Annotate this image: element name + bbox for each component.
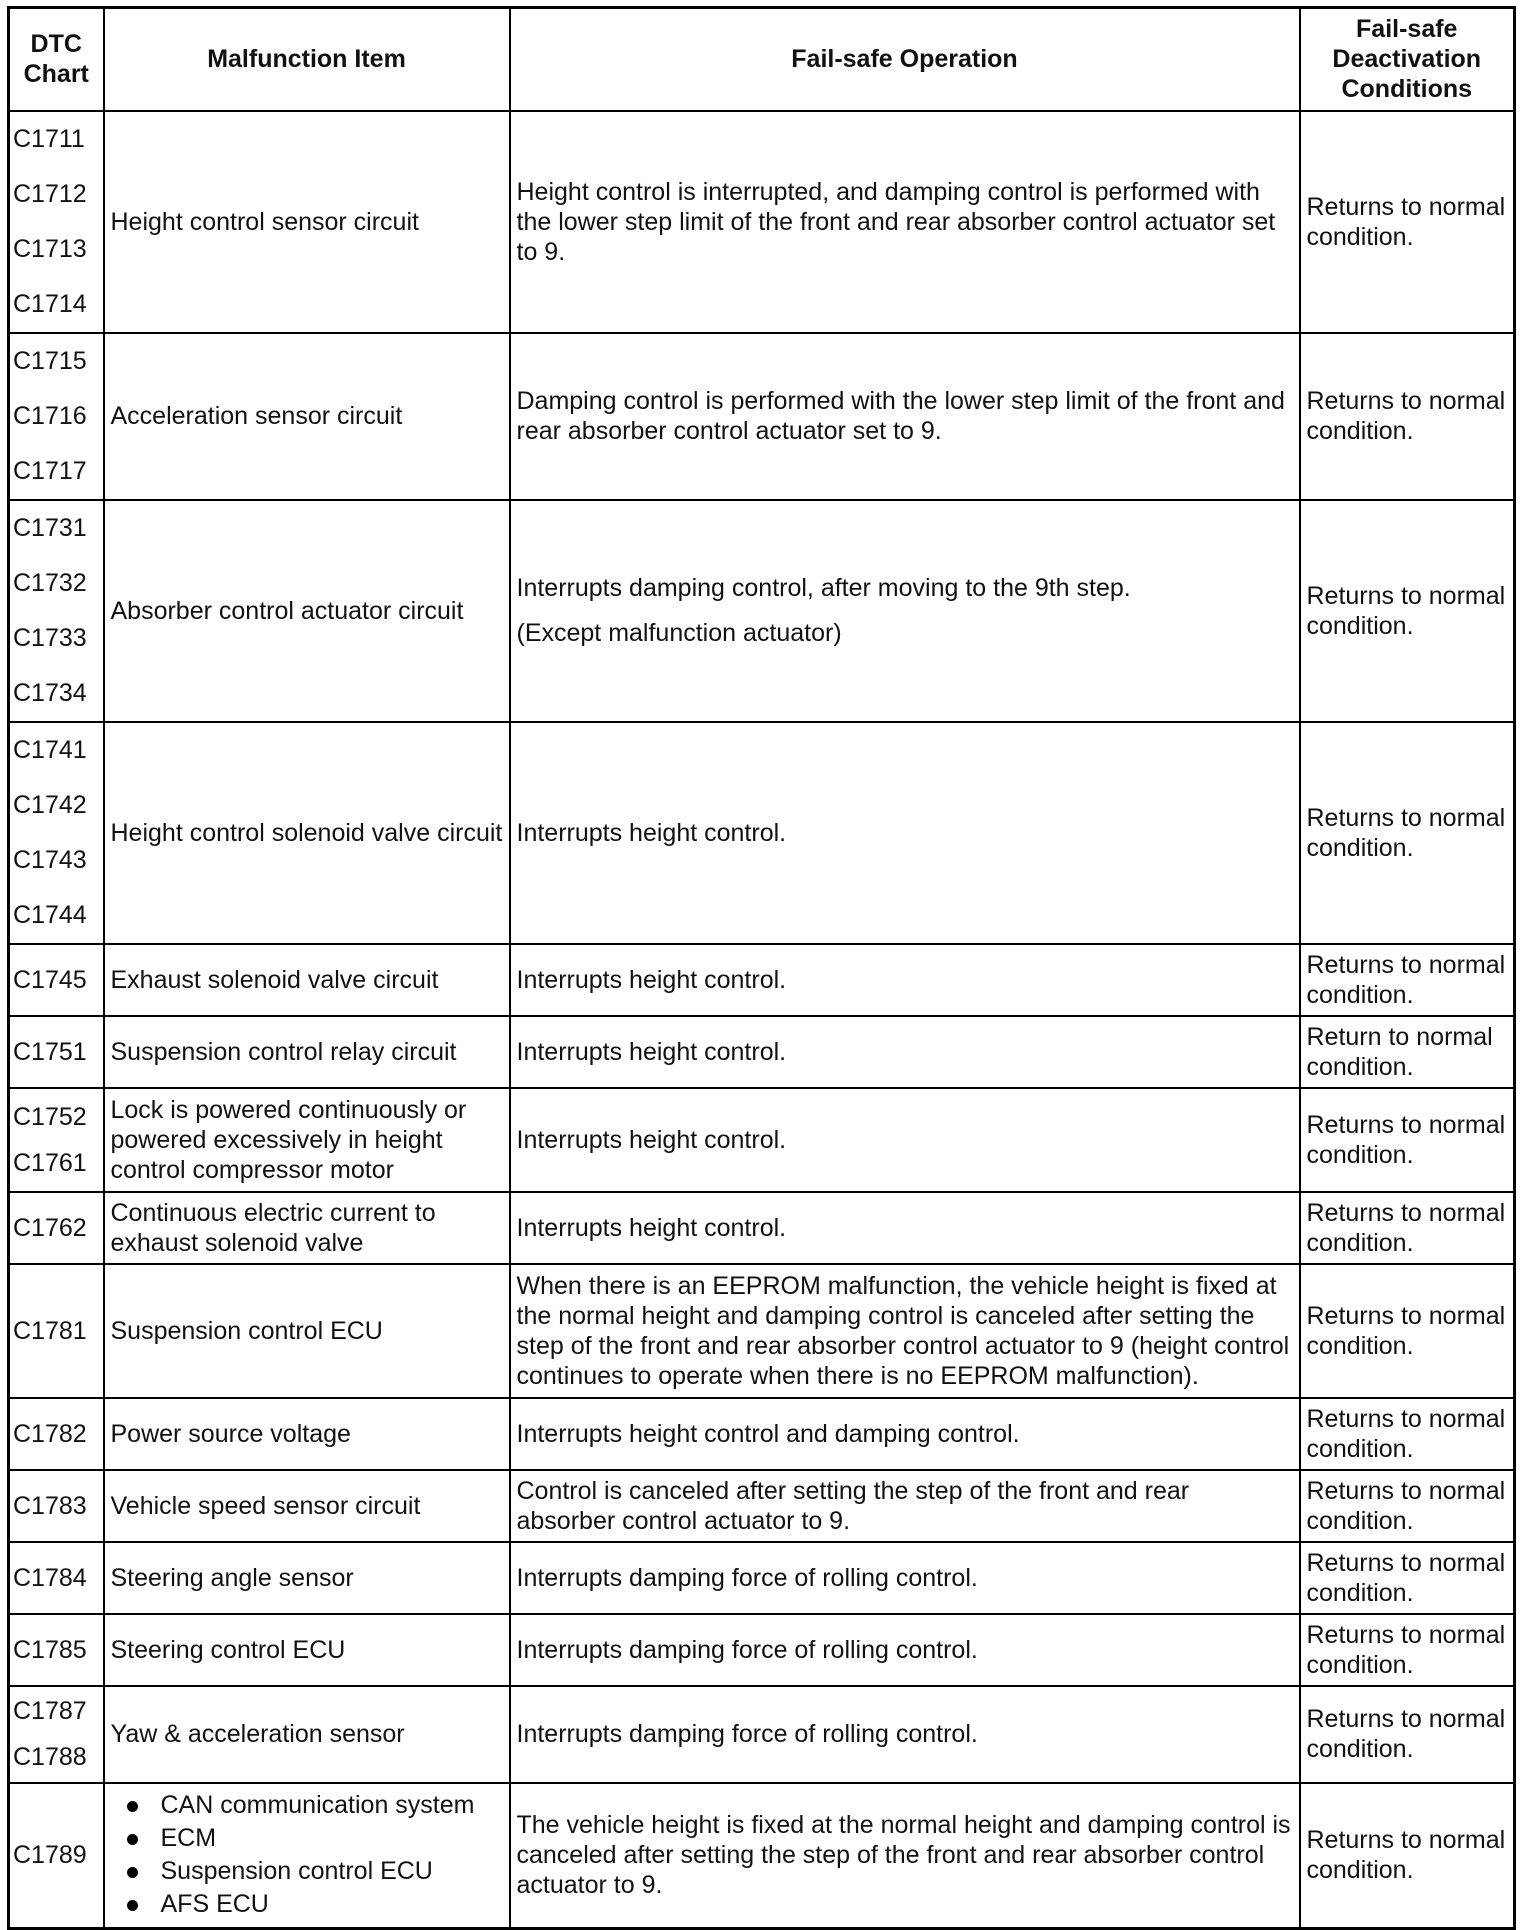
dtc-code: C1751 bbox=[13, 1037, 87, 1066]
failsafe-operation-text: Interrupts damping force of rolling control. bbox=[516, 1720, 978, 1748]
dtc-code: C1715 bbox=[13, 346, 87, 375]
dtc-codes-cell bbox=[9, 500, 104, 722]
dtc-code: C1781 bbox=[13, 1316, 87, 1345]
table-row bbox=[9, 1686, 1515, 1783]
failsafe-operation-cell bbox=[510, 1016, 1300, 1088]
malfunction-item-cell: Vehicle speed sensor circuit bbox=[104, 1470, 510, 1542]
malfunction-item-bullet: AFS ECU bbox=[125, 1888, 503, 1921]
failsafe-operation-text: Interrupts height control and damping control. bbox=[516, 1419, 1020, 1448]
failsafe-operation-cell bbox=[510, 944, 1300, 1016]
table-row bbox=[9, 1016, 1515, 1088]
malfunction-item-cell: Steering control ECU bbox=[104, 1614, 510, 1686]
deactivation-condition-cell: Returns to normal condition. bbox=[1300, 1264, 1515, 1398]
failsafe-operation-cell bbox=[510, 1192, 1300, 1264]
dtc-code: C1717 bbox=[13, 456, 87, 485]
dtc-codes-cell bbox=[9, 333, 104, 500]
dtc-codes-cell bbox=[9, 111, 104, 333]
malfunction-item-bullet: Suspension control ECU bbox=[125, 1855, 503, 1888]
dtc-code: C1762 bbox=[13, 1213, 87, 1242]
table-row bbox=[9, 722, 1515, 944]
table-row bbox=[9, 944, 1515, 1016]
dtc-code: C1714 bbox=[13, 289, 87, 318]
failsafe-operation-cell bbox=[510, 500, 1300, 722]
malfunction-item-cell: Lock is powered continuously or powered excessively in height control compressor motor bbox=[104, 1088, 510, 1192]
table-row bbox=[9, 1470, 1515, 1542]
deactivation-condition-cell: Returns to normal condition. bbox=[1300, 1470, 1515, 1542]
table-row bbox=[9, 500, 1515, 722]
malfunction-item-cell bbox=[104, 1783, 510, 1929]
failsafe-operation-cell bbox=[510, 1783, 1300, 1929]
dtc-code: C1761 bbox=[13, 1148, 87, 1177]
failsafe-operation-text: Control is canceled after setting the step of the front and rear absorber control actuator to 9. bbox=[516, 1476, 1190, 1535]
dtc-failsafe-table bbox=[7, 6, 1516, 1930]
dtc-failsafe-page bbox=[7, 6, 1513, 1930]
dtc-code: C1788 bbox=[13, 1743, 87, 1771]
deactivation-condition-cell: Returns to normal condition. bbox=[1300, 500, 1515, 722]
deactivation-condition-cell: Returns to normal condition. bbox=[1300, 1542, 1515, 1614]
malfunction-item-cell: Yaw & acceleration sensor bbox=[104, 1686, 510, 1783]
malfunction-item-cell: Suspension control ECU bbox=[104, 1264, 510, 1398]
dtc-codes-cell bbox=[9, 1614, 104, 1686]
failsafe-operation-cell bbox=[510, 1542, 1300, 1614]
dtc-code: C1744 bbox=[13, 900, 87, 929]
table-row bbox=[9, 1264, 1515, 1398]
failsafe-operation-text: Interrupts damping force of rolling control. bbox=[516, 1635, 978, 1664]
dtc-code: C1742 bbox=[13, 790, 87, 819]
dtc-code: C1732 bbox=[13, 568, 87, 597]
failsafe-operation-text: Damping control is performed with the lower step limit of the front and rear absorber control actuator set to 9. bbox=[516, 387, 1285, 445]
dtc-codes-cell bbox=[9, 1088, 104, 1192]
malfunction-item-cell: Height control solenoid valve circuit bbox=[104, 722, 510, 944]
table-body bbox=[9, 111, 1515, 1929]
deactivation-condition-cell: Returns to normal condition. bbox=[1300, 111, 1515, 333]
dtc-codes-cell bbox=[9, 944, 104, 1016]
deactivation-condition-cell: Returns to normal condition. bbox=[1300, 1686, 1515, 1783]
failsafe-operation-text: (Except malfunction actuator) bbox=[516, 619, 842, 647]
table-row bbox=[9, 1614, 1515, 1686]
dtc-code: C1745 bbox=[13, 965, 87, 994]
dtc-code: C1734 bbox=[13, 678, 87, 707]
table-row bbox=[9, 1088, 1515, 1192]
dtc-codes-cell bbox=[9, 1783, 104, 1929]
failsafe-operation-text: The vehicle height is fixed at the normal height and damping control is canceled after setting the step of the front and rear absorber control actuator to 9. bbox=[516, 1811, 1291, 1900]
failsafe-operation-cell bbox=[510, 722, 1300, 944]
header-failsafe-operation: Fail-safe Operation bbox=[510, 8, 1300, 111]
dtc-code: C1731 bbox=[13, 513, 87, 542]
failsafe-operation-text: Interrupts height control. bbox=[516, 1125, 787, 1154]
dtc-codes-cell bbox=[9, 722, 104, 944]
table-row bbox=[9, 1783, 1515, 1929]
failsafe-operation-text: Interrupts height control. bbox=[516, 818, 787, 847]
dtc-codes-cell bbox=[9, 1016, 104, 1088]
dtc-code: C1713 bbox=[13, 234, 87, 263]
dtc-codes-cell bbox=[9, 1398, 104, 1470]
dtc-code: C1716 bbox=[13, 401, 87, 430]
malfunction-item-list bbox=[111, 1789, 503, 1921]
malfunction-item-cell: Power source voltage bbox=[104, 1398, 510, 1470]
table-row bbox=[9, 1192, 1515, 1264]
failsafe-operation-text: When there is an EEPROM malfunction, the vehicle height is fixed at the normal height and damping control is canceled after setting the step of the front and rear absorber control actuator to 9 (height control continues to operate when there is no EEPROM malfunction). bbox=[516, 1271, 1290, 1390]
dtc-code: C1741 bbox=[13, 735, 87, 764]
dtc-code: C1743 bbox=[13, 845, 87, 874]
dtc-codes-cell bbox=[9, 1192, 104, 1264]
deactivation-condition-cell: Returns to normal condition. bbox=[1300, 1614, 1515, 1686]
failsafe-operation-text: Height control is interrupted, and damping control is performed with the lower step limit of the front and rear absorber control actuator set to 9. bbox=[516, 177, 1276, 266]
dtc-code: C1787 bbox=[13, 1697, 87, 1725]
dtc-code: C1784 bbox=[13, 1563, 87, 1592]
failsafe-operation-text: Interrupts damping control, after moving to the 9th step. bbox=[516, 574, 1131, 602]
failsafe-operation-text: Interrupts height control. bbox=[516, 1037, 787, 1066]
failsafe-operation-text: Interrupts height control. bbox=[516, 1213, 787, 1242]
table-row bbox=[9, 111, 1515, 333]
failsafe-operation-cell bbox=[510, 1398, 1300, 1470]
failsafe-operation-cell bbox=[510, 1470, 1300, 1542]
table-row bbox=[9, 333, 1515, 500]
dtc-code: C1783 bbox=[13, 1491, 87, 1520]
failsafe-operation-cell bbox=[510, 1264, 1300, 1398]
malfunction-item-cell: Exhaust solenoid valve circuit bbox=[104, 944, 510, 1016]
dtc-codes-cell bbox=[9, 1470, 104, 1542]
malfunction-item-cell: Acceleration sensor circuit bbox=[104, 333, 510, 500]
deactivation-condition-cell: Returns to normal condition. bbox=[1300, 722, 1515, 944]
dtc-code: C1789 bbox=[13, 1841, 87, 1870]
dtc-codes-cell bbox=[9, 1686, 104, 1783]
malfunction-item-cell: Suspension control relay circuit bbox=[104, 1016, 510, 1088]
dtc-code: C1752 bbox=[13, 1102, 87, 1131]
malfunction-item-cell: Continuous electric current to exhaust solenoid valve bbox=[104, 1192, 510, 1264]
dtc-codes-cell bbox=[9, 1542, 104, 1614]
deactivation-condition-cell: Returns to normal condition. bbox=[1300, 1088, 1515, 1192]
failsafe-operation-text: Interrupts damping force of rolling control. bbox=[516, 1563, 978, 1592]
malfunction-item-cell: Absorber control actuator circuit bbox=[104, 500, 510, 722]
header-malfunction-item: Malfunction Item bbox=[104, 8, 510, 111]
malfunction-item-cell: Steering angle sensor bbox=[104, 1542, 510, 1614]
header-dtc-chart: DTC Chart bbox=[9, 8, 104, 111]
failsafe-operation-cell bbox=[510, 1686, 1300, 1783]
dtc-code: C1785 bbox=[13, 1635, 87, 1664]
malfunction-item-cell: Height control sensor circuit bbox=[104, 111, 510, 333]
header-row bbox=[9, 8, 1515, 111]
dtc-codes-cell bbox=[9, 1264, 104, 1398]
deactivation-condition-cell: Returns to normal condition. bbox=[1300, 944, 1515, 1016]
deactivation-condition-cell: Return to normal condition. bbox=[1300, 1016, 1515, 1088]
failsafe-operation-cell bbox=[510, 1088, 1300, 1192]
dtc-code: C1712 bbox=[13, 179, 87, 208]
deactivation-condition-cell: Returns to normal condition. bbox=[1300, 1192, 1515, 1264]
dtc-code: C1711 bbox=[13, 124, 85, 153]
deactivation-condition-cell: Returns to normal condition. bbox=[1300, 1783, 1515, 1929]
deactivation-condition-cell: Returns to normal condition. bbox=[1300, 1398, 1515, 1470]
dtc-code: C1733 bbox=[13, 623, 87, 652]
failsafe-operation-cell bbox=[510, 333, 1300, 500]
malfunction-item-bullet: ECM bbox=[125, 1822, 503, 1855]
failsafe-operation-cell bbox=[510, 111, 1300, 333]
header-deactivation-conditions: Fail-safe Deactivation Conditions bbox=[1300, 8, 1515, 111]
malfunction-item-bullet: CAN communication system bbox=[125, 1789, 503, 1822]
dtc-code: C1782 bbox=[13, 1419, 87, 1448]
table-row bbox=[9, 1398, 1515, 1470]
table-row bbox=[9, 1542, 1515, 1614]
failsafe-operation-cell bbox=[510, 1614, 1300, 1686]
deactivation-condition-cell: Returns to normal condition. bbox=[1300, 333, 1515, 500]
failsafe-operation-text: Interrupts height control. bbox=[516, 965, 787, 994]
